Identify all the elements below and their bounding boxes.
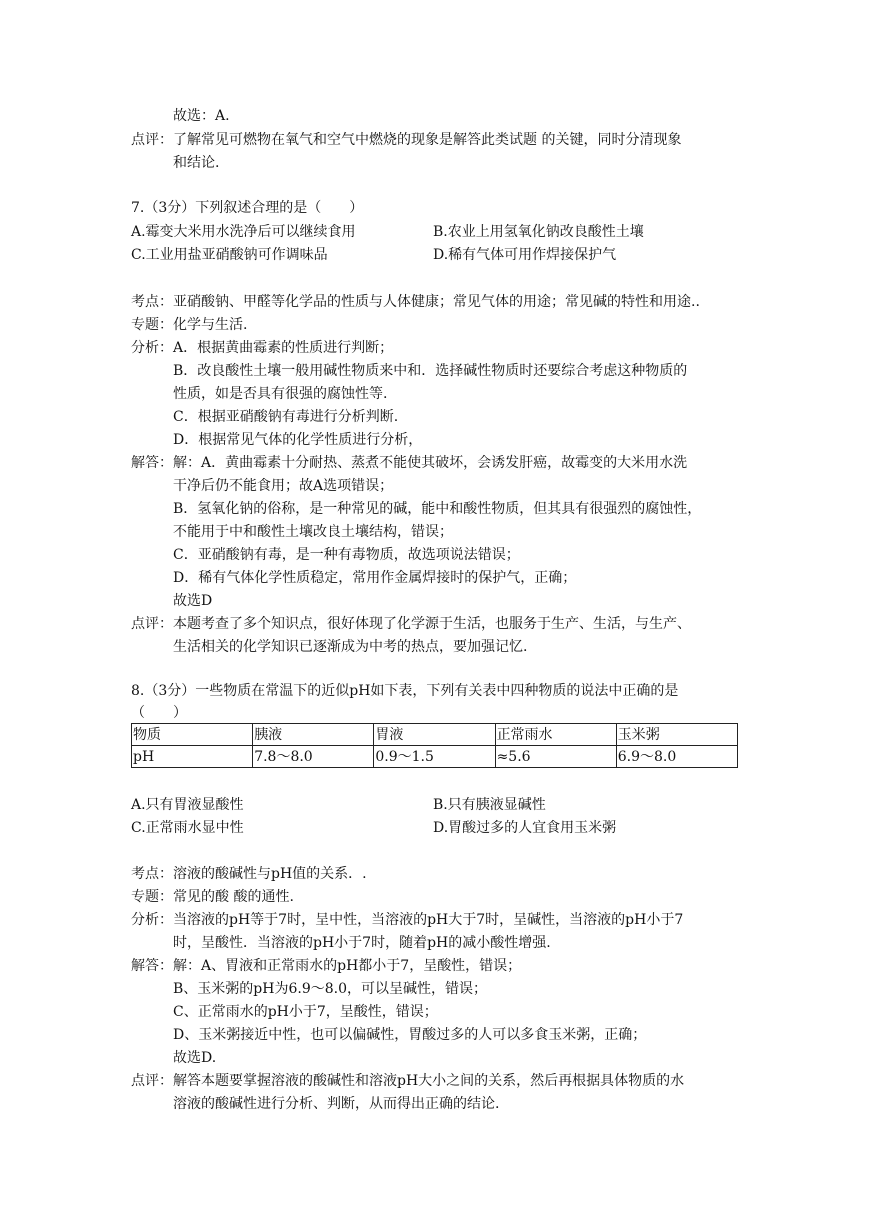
prev-comment-line: 了解常见可燃物在氧气和空气中燃烧的现象是解答此类试题 的关键，同时分清现象 bbox=[173, 132, 682, 148]
q7-jieda-line: 不能用于中和酸性土壤改良土壤结构，错误； bbox=[173, 524, 453, 540]
q7-jieda-label: 解答： bbox=[131, 455, 173, 471]
q7-dianping-label: 点评： bbox=[131, 616, 173, 632]
q7-zhuanti: 专题：化学与生活. bbox=[131, 317, 248, 333]
q7-fenxi-line: B．改良酸性土壤一般用碱性物质来中和．选择碱性物质时还要综合考虑这种物质的 bbox=[173, 363, 688, 379]
q7-jieda-line: D．稀有气体化学性质稳定，常用作金属焊接时的保护气，正确； bbox=[173, 570, 577, 586]
q7-dianping-line: 生活相关的化学知识已逐渐成为中考的热点，要加强记忆. bbox=[173, 639, 528, 655]
q7-jieda-line: B．氢氧化钠的俗称，是一种常见的碱，能中和酸性物质，但其具有很强烈的腐蚀性， bbox=[173, 501, 702, 517]
q7-fenxi-line: C．根据亚硝酸钠有毒进行分析判断. bbox=[173, 409, 399, 425]
q8-jieda-line: C、正常雨水的pH小于7，呈酸性，错误； bbox=[173, 1004, 438, 1020]
q7-fenxi-line: A．根据黄曲霉素的性质进行判断； bbox=[173, 340, 394, 356]
q7-jieda-line: 干净后仍不能食用；故A选项错误； bbox=[173, 478, 394, 494]
table-header-cell: 胃液 bbox=[374, 724, 495, 746]
table-header-cell: 正常雨水 bbox=[495, 724, 616, 746]
q8-option-b: B.只有胰液显碱性 bbox=[433, 797, 546, 813]
table-cell: 0.9～1.5 bbox=[374, 746, 495, 768]
q8-dianping-line: 溶液的酸碱性进行分析、判断，从而得出正确的结论. bbox=[173, 1096, 500, 1112]
q7-option-d: D.稀有气体可用作焊接保护气 bbox=[433, 247, 617, 263]
q8-fenxi-line: 当溶液的pH等于7时，呈中性，当溶液的pH大于7时，呈碱性，当溶液的pH小于7 bbox=[173, 912, 684, 928]
q7-option-a: A.霉变大米用水洗净后可以继续食用 bbox=[131, 224, 356, 240]
q8-fenxi-label: 分析： bbox=[131, 912, 173, 928]
q8-dianping-line: 解答本题要掌握溶液的酸碱性和溶液pH大小之间的关系，然后再根据具体物质的水 bbox=[173, 1073, 685, 1089]
q8-stem: 8.（3分）一些物质在常温下的近似pH如下表，下列有关表中四种物质的说法中正确的是 bbox=[131, 683, 679, 699]
q8-jieda-line: B、玉米粥的pH为6.9～8.0，可以呈碱性，错误； bbox=[173, 981, 487, 997]
q7-kaodian: 考点：亚硝酸钠、甲醛等化学品的性质与人体健康；常见气体的用途；常见碱的特性和用途.. bbox=[131, 294, 700, 310]
q7-option-b: B.农业上用氢氧化钠改良酸性土壤 bbox=[433, 224, 644, 240]
table-header-cell: 物质 bbox=[132, 724, 253, 746]
table-cell: pH bbox=[132, 746, 253, 768]
q8-fenxi-line: 时，呈酸性．当溶液的pH小于7时，随着pH的减小酸性增强. bbox=[173, 935, 551, 951]
q7-fenxi-line: 性质，如是否具有很强的腐蚀性等. bbox=[173, 386, 388, 402]
q8-option-a: A.只有胃液显酸性 bbox=[131, 797, 244, 813]
q7-jieda-line: 故选D bbox=[173, 593, 213, 609]
q8-stem: （ ） bbox=[131, 705, 187, 721]
q8-zhuanti: 专题：常见的酸 酸的通性. bbox=[131, 889, 294, 905]
q8-jieda-line: 解：A、胃液和正常雨水的pH都小于7，呈酸性，错误； bbox=[173, 958, 522, 974]
q8-jieda-line: D、玉米粥接近中性，也可以偏碱性，胃酸过多的人可以多食玉米粥，正确； bbox=[173, 1027, 647, 1043]
q8-option-d: D.胃酸过多的人宜食用玉米粥 bbox=[433, 820, 617, 836]
table-header-cell: 胰液 bbox=[253, 724, 374, 746]
table-header-cell: 玉米粥 bbox=[616, 724, 737, 746]
q8-dianping-label: 点评： bbox=[131, 1073, 173, 1089]
q7-stem: 7.（3分）下列叙述合理的是（ ） bbox=[131, 200, 364, 216]
q7-dianping-line: 本题考查了多个知识点，很好体现了化学源于生活，也服务于生产、生活，与生产、 bbox=[173, 616, 691, 632]
table-cell: 6.9～8.0 bbox=[616, 746, 737, 768]
q7-jieda-line: 解：A．黄曲霉素十分耐热、蒸煮不能使其破坏，会诱发肝癌，故霉变的大米用水洗 bbox=[173, 455, 688, 471]
ph-table bbox=[131, 723, 738, 768]
q8-kaodian: 考点：溶液的酸碱性与pH值的关系．. bbox=[131, 866, 367, 882]
q8-option-c: C.正常雨水显中性 bbox=[131, 820, 244, 836]
q7-option-c: C.工业用盐亚硝酸钠可作调味品 bbox=[131, 247, 328, 263]
table-cell: 7.8～8.0 bbox=[253, 746, 374, 768]
prev-comment-label: 点评： bbox=[131, 132, 173, 148]
q8-jieda-line: 故选D. bbox=[173, 1050, 217, 1066]
table-cell: ≈5.6 bbox=[495, 746, 616, 768]
q7-jieda-line: C．亚硝酸钠有毒，是一种有毒物质，故选项说法错误； bbox=[173, 547, 520, 563]
table-header-row bbox=[132, 724, 738, 746]
table-row bbox=[132, 746, 738, 768]
q7-fenxi-line: D．根据常见气体的化学性质进行分析， bbox=[173, 432, 423, 448]
q8-jieda-label: 解答： bbox=[131, 958, 173, 974]
q7-fenxi-label: 分析： bbox=[131, 340, 173, 356]
prev-answer: 故选：A. bbox=[173, 108, 230, 124]
prev-comment-line: 和结论. bbox=[173, 155, 220, 171]
